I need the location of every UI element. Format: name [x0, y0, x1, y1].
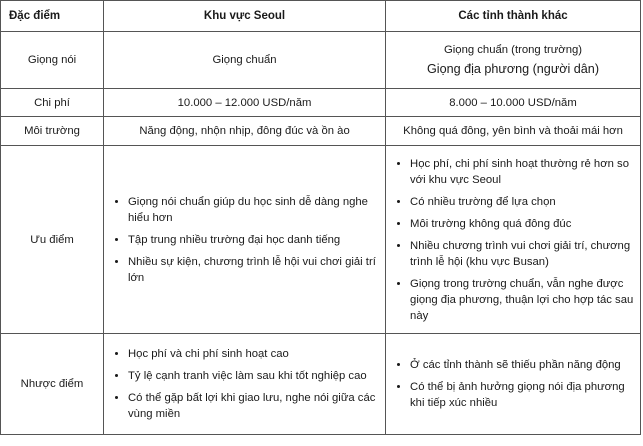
seoul-cell	[104, 146, 386, 334]
voice-line: Giọng chuẩn (trong trường)	[443, 44, 583, 56]
other-cell: Không quá đông, yên bình và thoải mái hơn	[386, 117, 641, 146]
header-other-provinces: Các tỉnh thành khác	[386, 1, 641, 32]
list-item: • Nhiều chương trình vui chơi giải trí, chương trình lễ hội (khu vực Busan)	[410, 238, 634, 270]
list-item: • Có thể gặp bất lợi khi giao lưu, nghe nói giữa các vùng miền	[128, 390, 379, 422]
row-label: Nhược điểm	[1, 334, 104, 435]
list-item: • Môi trường không quá đông đúc	[410, 216, 634, 232]
row-label: Chi phí	[1, 89, 104, 117]
other-cell	[386, 146, 641, 334]
voice-line: Giọng địa phương (người dân)	[427, 62, 600, 76]
list-item: • Học phí, chi phí sinh hoạt thường rẻ hơn so với khu vực Seoul	[410, 156, 634, 188]
table-row	[1, 117, 641, 146]
bullet-list	[392, 156, 634, 324]
bullet-list	[392, 357, 634, 411]
header-seoul: Khu vực Seoul	[104, 1, 386, 32]
list-item: • Nhiều sự kiện, chương trình lễ hội vui chơi giải trí lớn	[128, 254, 379, 286]
header-feature: Đặc điểm	[1, 1, 104, 32]
list-item: • Giọng nói chuẩn giúp du học sinh dễ dàng nghe hiểu hơn	[128, 194, 379, 226]
seoul-cell: Giọng chuẩn	[104, 32, 386, 89]
list-item: • Tập trung nhiều trường đại học danh tiếng	[128, 232, 379, 248]
row-label: Ưu điểm	[1, 146, 104, 334]
table-row	[1, 146, 641, 334]
list-item: • Có thể bị ảnh hưởng giọng nói địa phương khi tiếp xúc nhiều	[410, 379, 634, 411]
list-item: • Giọng trong trường chuẩn, vẫn nghe được giọng địa phương, thuận lợi cho hợp tác sau này	[410, 276, 634, 324]
header-row	[1, 1, 641, 32]
list-item: • Học phí và chi phí sinh hoạt cao	[128, 346, 379, 362]
seoul-cell: Năng động, nhộn nhịp, đông đúc và ồn ào	[104, 117, 386, 146]
list-item: • Ở các tỉnh thành sẽ thiếu phần năng động	[410, 357, 634, 373]
other-cell	[386, 334, 641, 435]
seoul-cell: 10.000 – 12.000 USD/năm	[104, 89, 386, 117]
row-label: Giọng nói	[1, 32, 104, 89]
other-cell	[386, 32, 641, 89]
list-item: • Tỷ lệ cạnh tranh việc làm sau khi tốt nghiệp cao	[128, 368, 379, 384]
seoul-cell	[104, 334, 386, 435]
table-row	[1, 334, 641, 435]
bullet-list	[110, 194, 379, 286]
list-item: • Có nhiều trường để lựa chọn	[410, 194, 634, 210]
table-row	[1, 32, 641, 89]
row-label: Môi trường	[1, 117, 104, 146]
bullet-list	[110, 346, 379, 422]
table-row	[1, 89, 641, 117]
other-cell: 8.000 – 10.000 USD/năm	[386, 89, 641, 117]
